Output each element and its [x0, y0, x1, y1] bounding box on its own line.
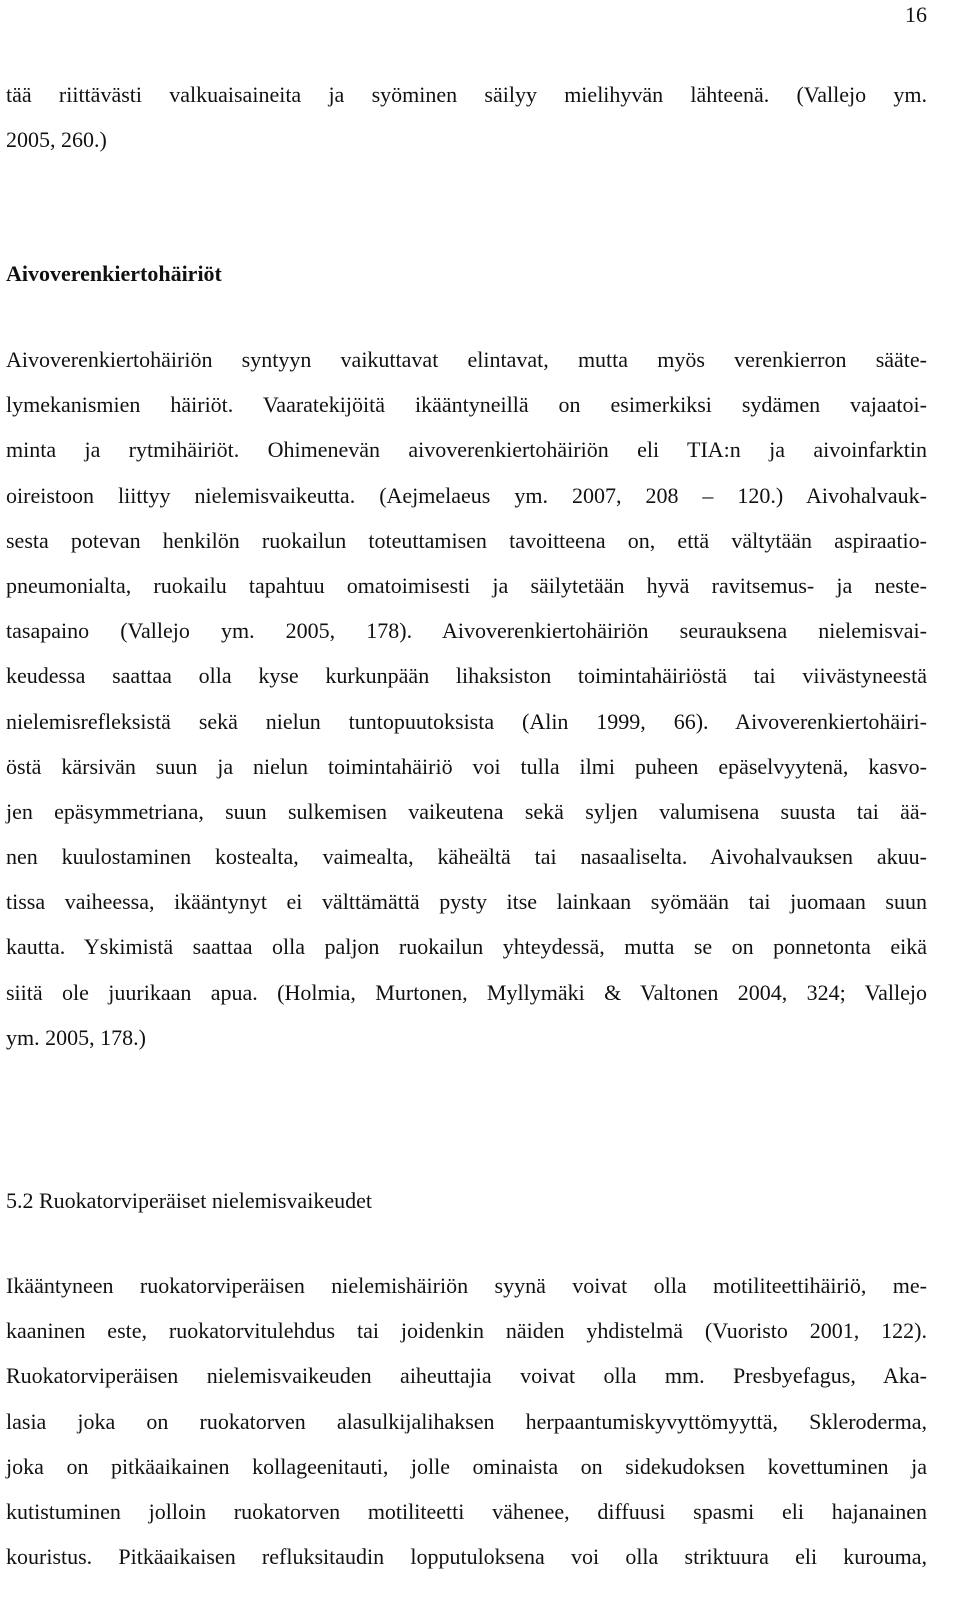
- final-paragraph: [6, 1263, 927, 1579]
- text-line: kautta. Yskimistä saattaa olla paljon ruokailun yhteydessä, mutta se on ponnetonta eikä: [6, 934, 927, 960]
- text-line: 2005, 260.): [6, 127, 107, 153]
- text-line: keudessa saattaa olla kyse kurkunpään lihaksiston toimintahäiriöstä tai viivästyneestä: [6, 663, 927, 689]
- text-line: pneumonialta, ruokailu tapahtuu omatoimisesti ja säilytetään hyvä ravitsemus- ja neste-: [6, 572, 927, 598]
- text-line: kouristus. Pitkäaikaisen refluksitaudin lopputuloksena voi olla striktuura eli kurouma,: [6, 1544, 927, 1570]
- text-line: sesta potevan henkilön ruokailun toteuttamisen tavoitteena on, että vältytään aspiraatio-: [6, 527, 927, 553]
- text-line: ym. 2005, 178.): [6, 1024, 146, 1050]
- main-paragraph: [6, 337, 927, 1060]
- text-line: nen kuulostaminen kostealta, vaimealta, käheältä tai nasaaliselta. Aivohalvauksen akuu-: [6, 844, 927, 870]
- text-line: tää riittävästi valkuaisaineita ja syöminen säilyy mielihyvän lähteenä. (Vallejo ym.: [6, 82, 927, 107]
- text-line: Ruokatorviperäisen nielemisvaikeuden aiheuttajia voivat olla mm. Presbyefagus, Aka-: [6, 1363, 927, 1389]
- text-line: minta ja rytmihäiriöt. Ohimenevän aivoverenkiertohäiriön eli TIA:n ja aivoinfarktin: [6, 437, 927, 463]
- intro-paragraph: [6, 72, 927, 162]
- text-line: kutistuminen jolloin ruokatorven motiliteetti vähenee, diffuusi spasmi eli hajanainen: [6, 1498, 927, 1524]
- text-line: tasapaino (Vallejo ym. 2005, 178). Aivoverenkiertohäiriön seurauksena nielemisvai-: [6, 618, 927, 644]
- text-line: oireistoon liittyy nielemisvaikeutta. (Aejmelaeus ym. 2007, 208 – 120.) Aivohalvauk-: [6, 482, 927, 508]
- text-line: lasia joka on ruokatorven alasulkijalihaksen herpaantumiskyvyttömyyttä, Skleroderma,: [6, 1408, 927, 1434]
- text-line: joka on pitkäaikainen kollageenitauti, jolle ominaista on sidekudoksen kovettuminen ja: [6, 1453, 927, 1479]
- text-line: östä kärsivän suun ja nielun toimintahäiriö voi tulla ilmi puheen epäselvyytenä, kasvo-: [6, 753, 927, 779]
- text-line: nielemisrefleksistä sekä nielun tuntopuutoksista (Alin 1999, 66). Aivoverenkiertohäiri-: [6, 708, 927, 734]
- page-number: 16: [905, 2, 927, 27]
- text-line: jen epäsymmetriana, suun sulkemisen vaikeutena sekä syljen valumisena suusta tai ää-: [6, 798, 927, 824]
- text-line: kaaninen este, ruokatorvitulehdus tai joidenkin näiden yhdistelmä (Vuoristo 2001, 122).: [6, 1318, 927, 1344]
- text-line: siitä ole juurikaan apua. (Holmia, Murtonen, Myllymäki & Valtonen 2004, 324; Vallejo: [6, 979, 927, 1005]
- section-heading: Aivoverenkiertohäiriöt: [6, 261, 222, 286]
- text-line: Aivoverenkiertohäiriön syntyyn vaikuttavat elintavat, mutta myös verenkierron sääte-: [6, 347, 927, 372]
- text-line: lymekanismien häiriöt. Vaaratekijöitä ikääntyneillä on esimerkiksi sydämen vajaatoi-: [6, 392, 927, 418]
- text-line: Ikääntyneen ruokatorviperäisen nielemishäiriön syynä voivat olla motiliteettihäiriö, me-: [6, 1273, 927, 1298]
- subsection-heading: 5.2 Ruokatorviperäiset nielemisvaikeudet: [6, 1188, 372, 1213]
- text-line: tissa vaiheessa, ikääntynyt ei välttämättä pysty itse lainkaan syömään tai juomaan suun: [6, 889, 927, 915]
